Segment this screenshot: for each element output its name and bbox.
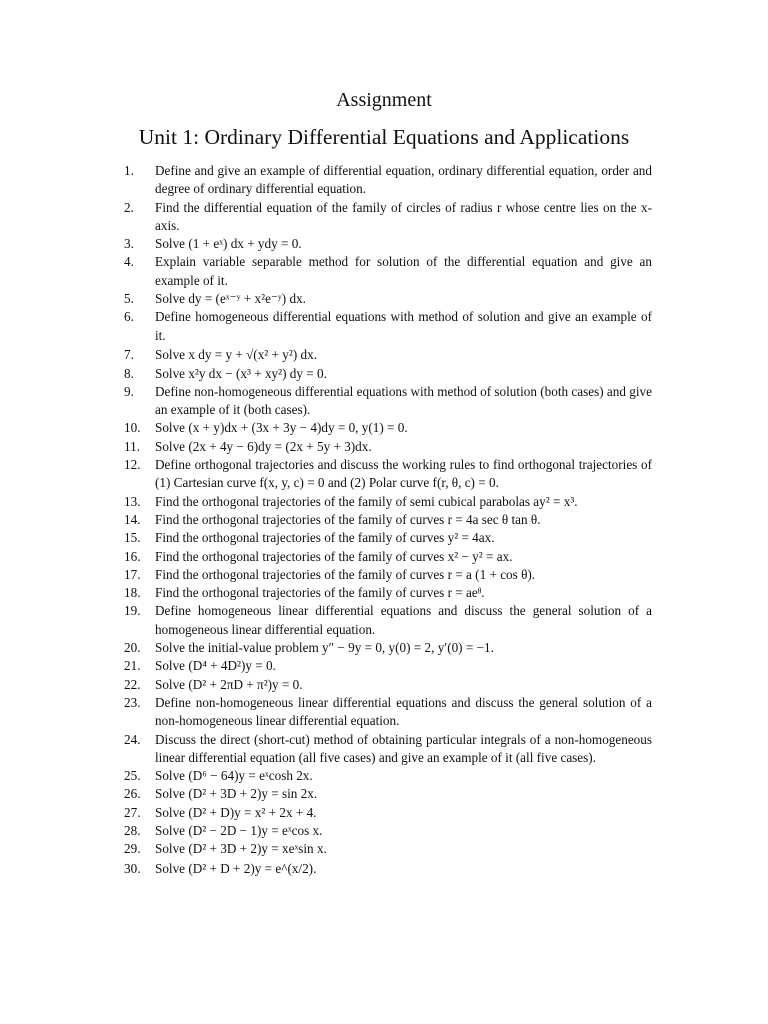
question-number: 16.: [124, 548, 141, 564]
question-number: 23.: [124, 694, 141, 710]
question-item: [124, 804, 652, 822]
question-number: 5.: [124, 291, 134, 307]
question-item: [124, 529, 652, 547]
question-text: Discuss the direct (short-cut) method of obtaining particular integrals of a non-homogeneous linear differential equation (all five cases) and give an example of it (all five cases).: [155, 731, 652, 765]
question-number: 11.: [124, 438, 140, 454]
question-number: 4.: [124, 254, 134, 270]
question-text: Solve the initial-value problem y″ − 9y = 0, y(0) = 2, y′(0) = −1.: [155, 640, 494, 656]
question-number: 1.: [124, 163, 134, 178]
question-text: Solve (D² + D + 2)y = e^(x/2).: [155, 860, 317, 876]
question-item: [124, 162, 652, 199]
question-item: [124, 694, 652, 731]
question-item: [124, 676, 652, 694]
question-item: [124, 767, 652, 785]
question-item: [124, 383, 652, 420]
question-item: [124, 657, 652, 675]
question-item: [124, 822, 652, 840]
question-text: Find the orthogonal trajectories of the family of curves x² − y² = ax.: [155, 548, 513, 564]
question-list: [124, 162, 652, 878]
question-item: [124, 199, 652, 236]
question-text: Define and give an example of differential equation, ordinary differential equation, order and degree of ordinary differential equation.: [155, 163, 652, 197]
question-number: 29.: [124, 841, 141, 857]
question-item: [124, 840, 652, 858]
question-item: [124, 548, 652, 566]
question-text: Find the orthogonal trajectories of the family of curves r = aeᶿ.: [155, 585, 485, 601]
question-text: Define orthogonal trajectories and discuss the working rules to find orthogonal trajectories of (1) Cartesian curve f(x, y, c) = 0 and (2) Polar curve f(r, θ, c) = 0.: [155, 457, 652, 491]
question-text: Find the differential equation of the family of circles of radius r whose centre lies on the x-axis.: [155, 199, 652, 233]
question-text: Solve (D² + 3D + 2)y = sin 2x.: [155, 786, 318, 802]
question-item: [124, 566, 652, 584]
question-item: [124, 731, 652, 768]
question-item: [124, 345, 652, 365]
question-text: Define non-homogeneous linear differential equations and discuss the general solution of a non-homogeneous linear differential equation.: [155, 694, 652, 729]
question-number: 9.: [124, 383, 134, 399]
question-text: Find the orthogonal trajectories of the family of curves r = a (1 + cos θ).: [155, 566, 536, 582]
question-number: 8.: [124, 365, 134, 381]
question-number: 21.: [124, 658, 141, 674]
question-item: [124, 493, 652, 511]
question-number: 6.: [124, 309, 134, 325]
question-text: Solve (2x + 4y − 6)dy = (2x + 5y + 3)dx.: [155, 438, 372, 454]
question-text: Solve x dy = y + √(x² + y²) dx.: [155, 346, 317, 362]
question-number: 24.: [124, 731, 141, 747]
question-number: 22.: [124, 676, 141, 692]
question-text: Define non-homogeneous differential equations with method of solution (both cases) and give an example of it (both cases).: [155, 383, 652, 418]
question-number: 15.: [124, 530, 141, 546]
question-item: [124, 235, 652, 253]
question-number: 2.: [124, 199, 134, 215]
question-text: Explain variable separable method for solution of the differential equation and give an example of it.: [155, 254, 652, 288]
question-text: Solve (D² + 3D + 2)y = xeˣsin x.: [155, 841, 327, 857]
question-item: [124, 365, 652, 383]
question-item: [124, 511, 652, 529]
question-number: 14.: [124, 511, 141, 527]
question-text: Find the orthogonal trajectories of the family of curves r = 4a sec θ tan θ.: [155, 511, 541, 527]
question-text: Find the orthogonal trajectories of the family of curves y² = 4ax.: [155, 530, 495, 546]
question-number: 18.: [124, 585, 141, 601]
question-text: Solve (D² + 2πD + π²)y = 0.: [155, 676, 303, 692]
question-text: Solve (x + y)dx + (3x + 3y − 4)dy = 0, y(1) = 0.: [155, 420, 408, 436]
question-text: Solve (D⁴ + 4D²)y = 0.: [155, 658, 276, 674]
question-number: 30.: [124, 860, 141, 876]
question-item: [124, 456, 652, 493]
question-item: [124, 785, 652, 803]
question-text: Find the orthogonal trajectories of the family of semi cubical parabolas ay² = x³.: [155, 493, 578, 509]
question-number: 19.: [124, 603, 141, 619]
question-number: 13.: [124, 493, 141, 509]
question-text: Solve dy = (eˣ⁻ʸ + x²e⁻ʸ) dx.: [155, 291, 306, 307]
question-text: Solve (D² − 2D − 1)y = eˣcos x.: [155, 822, 323, 838]
unit-title: Unit 1: Ordinary Differential Equations and Applications: [138, 125, 630, 149]
question-number: 26.: [124, 786, 141, 802]
question-text: Solve (D² + D)y = x² + 2x + 4.: [155, 804, 317, 820]
question-number: 20.: [124, 640, 141, 656]
question-number: 28.: [124, 822, 141, 838]
question-item: [124, 308, 652, 345]
question-number: 7.: [124, 346, 134, 362]
question-item: [124, 639, 652, 657]
question-text: Solve (1 + eˣ) dx + ydy = 0.: [155, 236, 302, 252]
question-number: 3.: [124, 236, 134, 252]
question-number: 12.: [124, 457, 141, 473]
question-text: Define homogeneous differential equations with method of solution and give an example of it.: [155, 309, 652, 343]
question-text: Define homogeneous linear differential equations and discuss the general solution of a homogeneous linear differential equation.: [155, 603, 652, 637]
question-item: [124, 602, 652, 639]
question-item: [124, 290, 652, 308]
page-title: Assignment: [336, 89, 432, 111]
question-item: [124, 253, 652, 290]
question-number: 27.: [124, 804, 141, 820]
question-number: 17.: [124, 566, 141, 582]
question-number: 10.: [124, 420, 141, 436]
question-item: [124, 419, 652, 437]
question-text: Solve (D⁶ − 64)y = eˣcosh 2x.: [155, 768, 313, 784]
question-item: [124, 859, 652, 879]
question-number: 25.: [124, 768, 141, 784]
question-item: [124, 438, 652, 456]
question-item: [124, 584, 652, 602]
question-text: Solve x²y dx − (x³ + xy²) dy = 0.: [155, 365, 327, 381]
